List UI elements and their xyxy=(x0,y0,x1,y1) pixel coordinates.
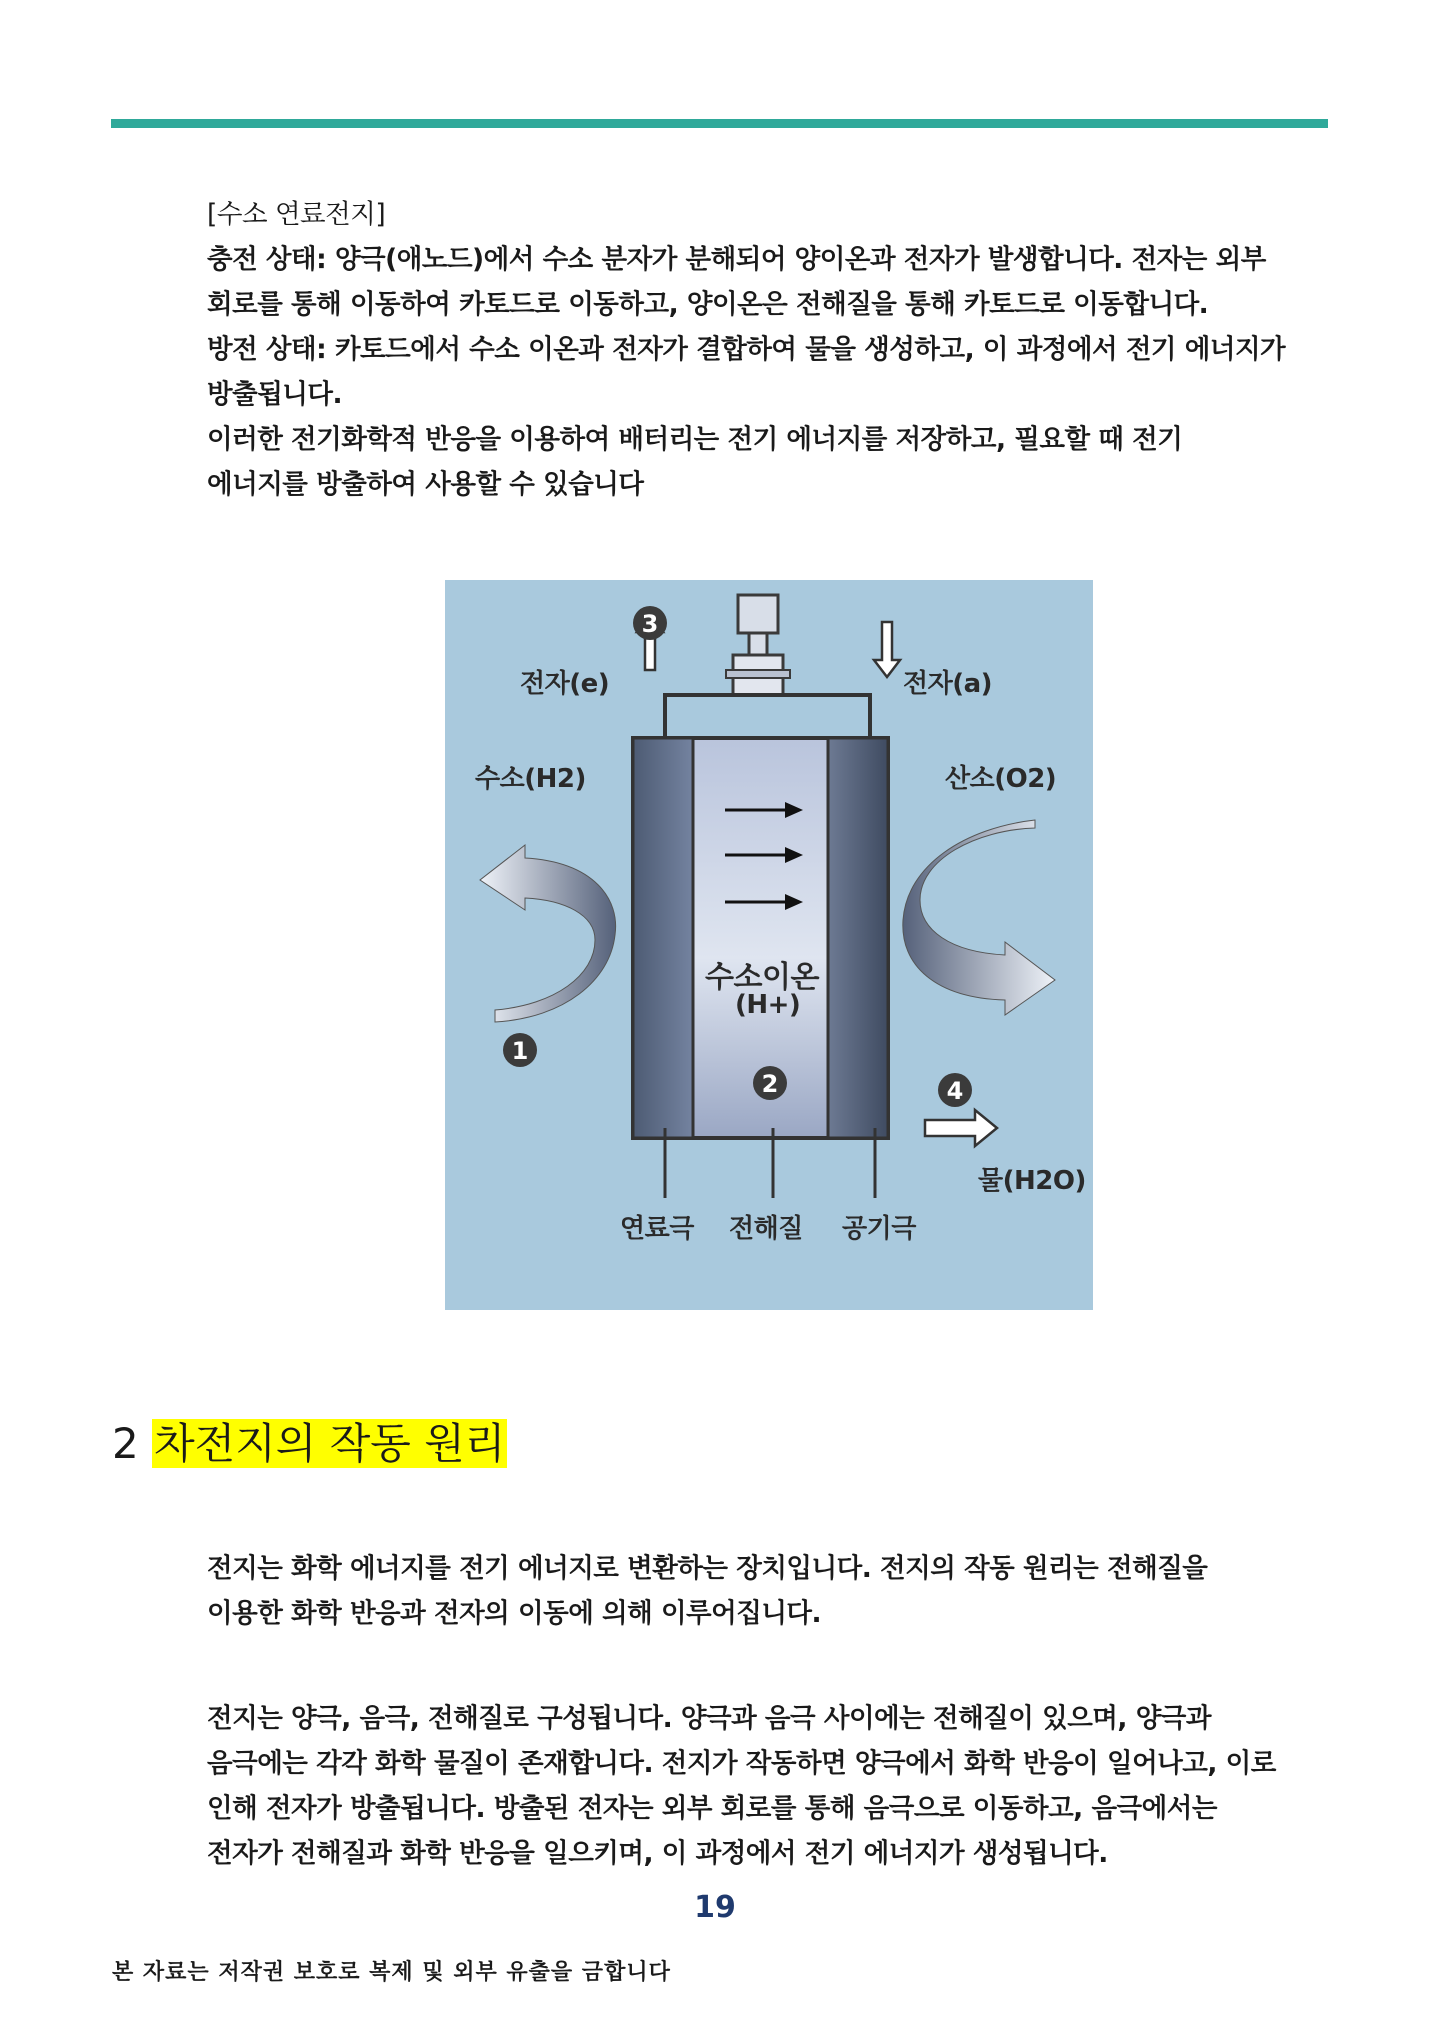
paragraph-line: 전자가 전해질과 화학 반응을 일으키며, 이 과정에서 전기 에너지가 생성됩니다. xyxy=(207,1838,1108,1869)
label-electron-a: 전자(a) xyxy=(903,669,993,699)
step-3-icon xyxy=(633,606,667,640)
terminal-icon xyxy=(726,595,790,695)
step-1-label: 1 xyxy=(511,1037,529,1065)
step-3-label: 3 xyxy=(641,610,659,638)
paragraph-line: 전지는 양극, 음극, 전해질로 구성됩니다. 양극과 음극 사이에는 전해질이 있으며, 양극과 xyxy=(207,1703,1211,1734)
anode-plate xyxy=(633,738,693,1138)
cathode-plate xyxy=(828,738,888,1138)
section-number: 2 xyxy=(112,1419,139,1468)
label-hydrogen-ion: 수소이온 xyxy=(705,960,819,995)
intro-line: 방출됩니다. xyxy=(207,379,343,410)
step-4-label: 4 xyxy=(946,1077,964,1105)
oxygen-swirl xyxy=(903,820,1055,1015)
step-4-icon xyxy=(938,1073,972,1107)
label-electron-e: 전자(e) xyxy=(520,669,610,699)
step-2-label: 2 xyxy=(761,1070,779,1098)
intro-line: 충전 상태: 양극(애노드)에서 수소 분자가 분해되어 양이온과 전자가 발생합니다. 전자는 외부 xyxy=(207,244,1266,275)
header-rule xyxy=(111,119,1328,128)
section-paragraph-2 xyxy=(207,1696,1276,1876)
intro-paragraph xyxy=(207,192,1285,507)
intro-line: 방전 상태: 카토드에서 수소 이온과 전자가 결합하여 물을 생성하고, 이 과정에서 전기 에너지가 xyxy=(207,334,1286,365)
page-number: 19 xyxy=(694,1890,736,1925)
label-anode: 연료극 xyxy=(620,1214,694,1244)
intro-line: 이러한 전기화학적 반응을 이용하여 배터리는 전기 에너지를 저장하고, 필요할 때 전기 xyxy=(207,424,1183,455)
intro-bracket-title: [수소 연료전지] xyxy=(207,199,386,230)
electron-a-arrow xyxy=(874,622,900,677)
section-title: 차전지의 작동 원리 xyxy=(154,1419,506,1468)
hydrogen-swirl xyxy=(480,845,616,1022)
water-arrow xyxy=(925,1110,997,1146)
circuit-wire xyxy=(665,695,870,738)
label-water: 물(H2O) xyxy=(978,1166,1086,1196)
section-heading xyxy=(112,1415,507,1473)
label-hydrogen-ion-symbol: (H+) xyxy=(735,990,801,1020)
label-hydrogen: 수소(H2) xyxy=(475,764,586,794)
paragraph-line: 인해 전자가 방출됩니다. 방출된 전자는 외부 회로를 통해 음극으로 이동하고, 음극에서는 xyxy=(207,1793,1217,1824)
label-oxygen: 산소(O2) xyxy=(945,764,1057,794)
fuel-cell-diagram xyxy=(445,580,1093,1310)
intro-line: 회로를 통해 이동하여 카토드로 이동하고, 양이온은 전해질을 통해 카토드로 이동합니다. xyxy=(207,289,1209,320)
step-2-icon xyxy=(753,1066,787,1100)
label-electrolyte: 전해질 xyxy=(729,1214,803,1244)
paragraph-line: 이용한 화학 반응과 전자의 이동에 의해 이루어집니다. xyxy=(207,1598,822,1629)
label-cathode: 공기극 xyxy=(842,1214,916,1244)
step-1-icon xyxy=(503,1033,537,1067)
intro-line: 에너지를 방출하여 사용할 수 있습니다 xyxy=(207,469,644,500)
copyright-footer: 본 자료는 저작권 보호로 복제 및 외부 유출을 금합니다 xyxy=(112,1960,671,1985)
paragraph-line: 전지는 화학 에너지를 전기 에너지로 변환하는 장치입니다. 전지의 작동 원리는 전해질을 xyxy=(207,1553,1208,1584)
section-paragraph-1 xyxy=(207,1546,1207,1636)
paragraph-line: 음극에는 각각 화학 물질이 존재합니다. 전지가 작동하면 양극에서 화학 반응이 일어나고, 이로 xyxy=(207,1748,1276,1779)
